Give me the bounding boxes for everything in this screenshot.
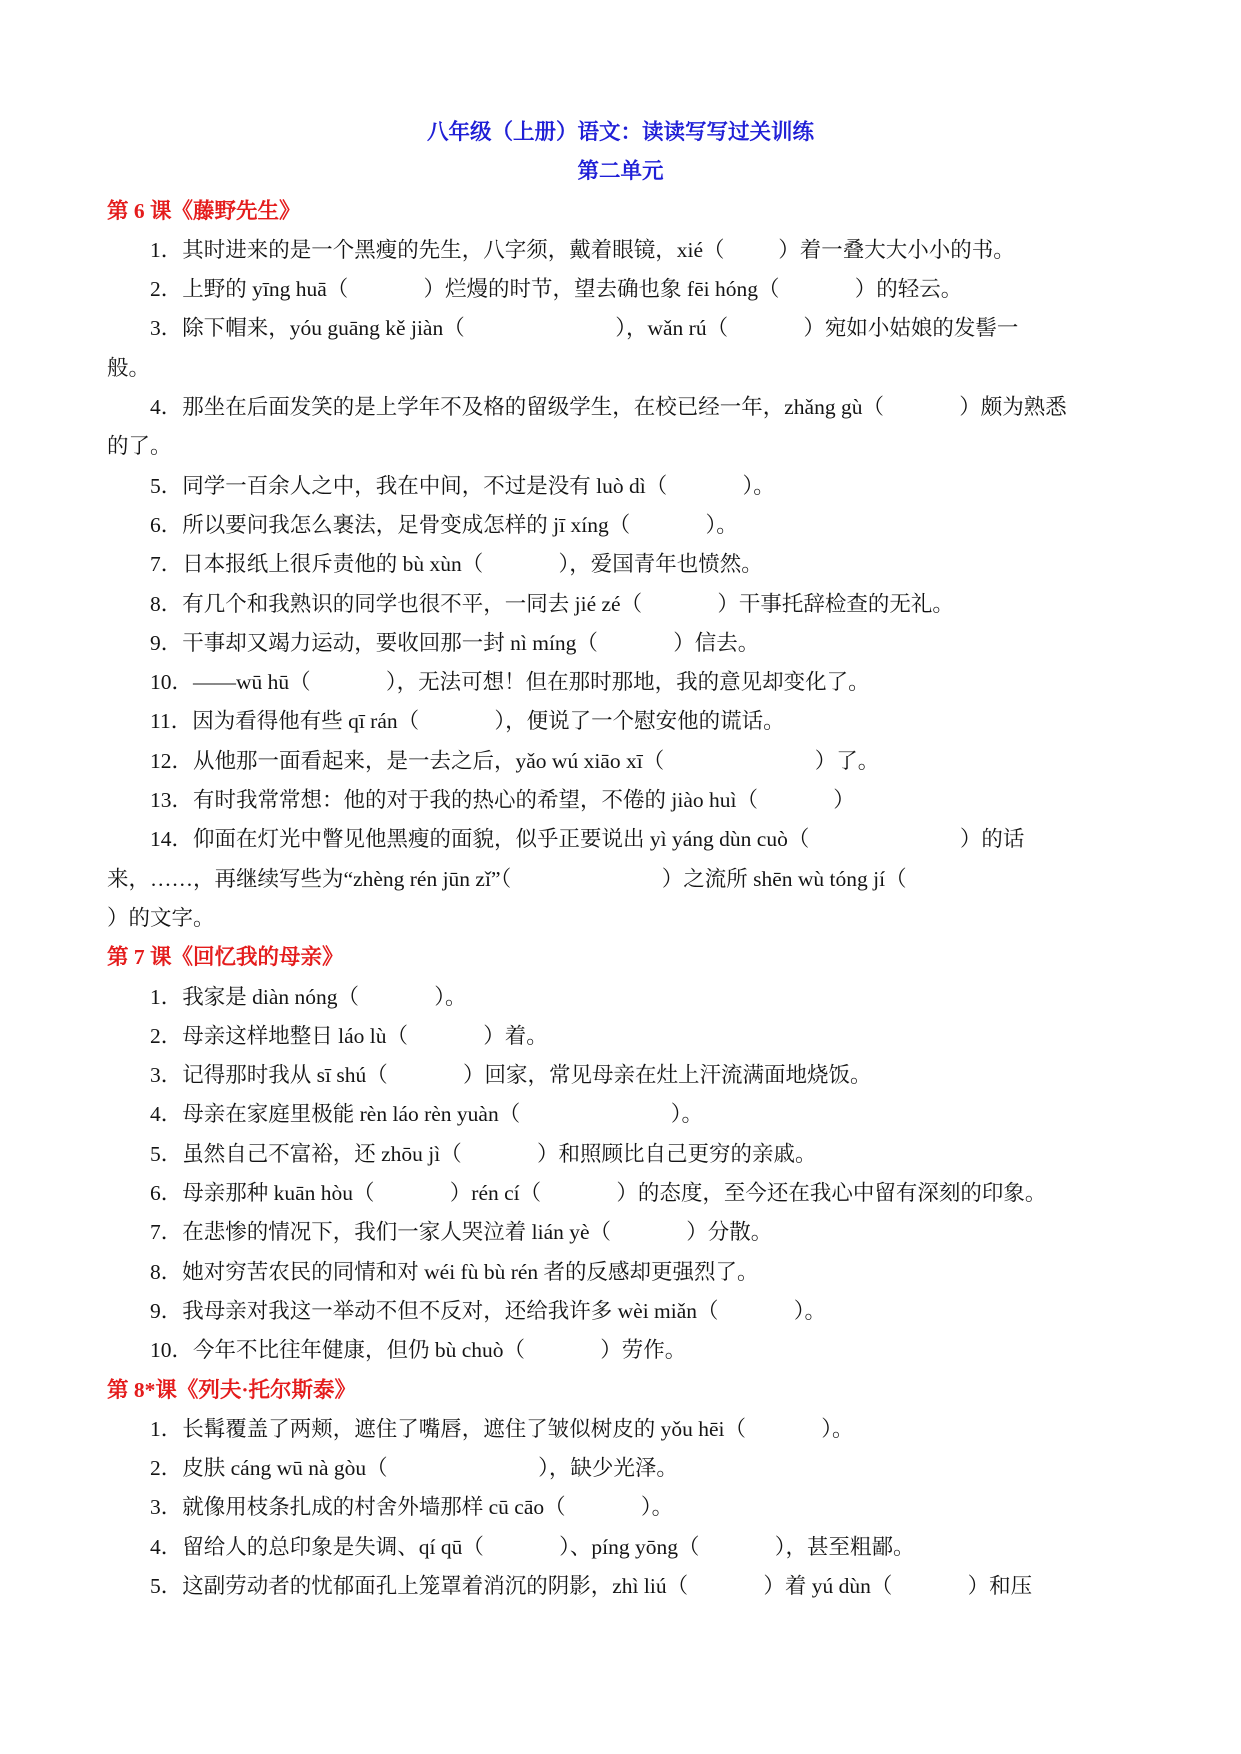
question-text: 皮肤 cáng wū nà gòu（ ），缺少光泽。 [182, 1456, 678, 1481]
question-text: 母亲那种 kuān hòu（ ）rén cí（ ）的态度，至今还在我心中留有深刻的印象。 [182, 1181, 1047, 1206]
question-line [0, 545, 1241, 584]
question-item [0, 1095, 1241, 1134]
question-number: 6． [150, 512, 183, 537]
question-line [0, 781, 1241, 820]
question-text: 这副劳动者的忧郁面孔上笼罩着消沉的阴影，zhì liú（ ）着 yú dùn（ ）和压 [182, 1573, 1033, 1598]
question-number: 2． [150, 1023, 183, 1048]
question-number: 11． [150, 709, 193, 734]
question-number: 4． [150, 1102, 183, 1127]
question-line [0, 467, 1241, 506]
question-item [0, 309, 1241, 388]
question-text: 从他那一面看起来，是一去之后，yǎo wú xiāo xī（ ）了。 [193, 748, 880, 773]
question-number: 8． [150, 591, 183, 616]
question-item [0, 1174, 1241, 1213]
question-number: 7． [150, 552, 183, 577]
question-number: 14． [150, 827, 194, 852]
question-line [0, 506, 1241, 545]
question-line [0, 1410, 1241, 1449]
question-line [0, 1253, 1241, 1292]
question-number: 10． [150, 670, 194, 695]
question-line [0, 742, 1241, 781]
question-number: 2． [150, 1456, 183, 1481]
question-line [0, 860, 1241, 899]
question-number: 5． [150, 1141, 183, 1166]
question-number: 5． [150, 1573, 183, 1598]
question-item [0, 1253, 1241, 1292]
document-title: 八年级（上册）语文：读读写写过关训练 [426, 120, 814, 144]
lesson-8-section [0, 1371, 1241, 1607]
question-line [0, 1292, 1241, 1331]
question-item [0, 1567, 1241, 1606]
question-number: 7． [150, 1220, 183, 1245]
question-text-continued: ）的文字。 [107, 905, 215, 930]
question-text-continued: 来，……，再继续写些为“zhèng rén jūn zǐ”（ ）之流所 shēn wù tóng jí（ [107, 866, 907, 891]
question-number: 8． [150, 1259, 183, 1284]
question-text: 母亲这样地整日 láo lù（ ）着。 [182, 1023, 548, 1048]
question-number: 9． [150, 630, 183, 655]
question-item [0, 1056, 1241, 1095]
question-text: 她对穷苦农民的同情和对 wéi fù bù rén 者的反感却更强烈了。 [182, 1259, 759, 1284]
lesson-heading: 第 6 课《藤野先生》 [107, 198, 301, 223]
question-item [0, 545, 1241, 584]
question-number: 9． [150, 1298, 183, 1323]
question-line [0, 820, 1241, 859]
question-text: 因为看得他有些 qī rán（ ），便说了一个慰安他的谎话。 [192, 709, 785, 734]
question-line [0, 349, 1241, 388]
question-number: 2． [150, 277, 183, 302]
question-number: 3． [150, 1063, 183, 1088]
unit-title: 第二单元 [577, 159, 664, 184]
question-line [0, 1528, 1241, 1567]
question-line [0, 624, 1241, 663]
question-line [0, 702, 1241, 741]
question-line [0, 1331, 1241, 1370]
question-text-continued: 般。 [107, 355, 151, 380]
question-item [0, 1410, 1241, 1449]
question-text: 那坐在后面发笑的是上学年不及格的留级学生，在校已经一年，zhǎng gù（ ）颇为熟悉 [182, 395, 1067, 420]
question-item [0, 663, 1241, 702]
question-text: 今年不比往年健康，但仍 bù chuò（ ）劳作。 [193, 1338, 687, 1363]
question-text: 就像用枝条扎成的村舍外墙那样 cū cāo（ ）。 [182, 1495, 674, 1520]
question-text: 在悲惨的情况下，我们一家人哭泣着 lián yè（ ）分散。 [182, 1220, 773, 1245]
question-text: 其时进来的是一个黑瘦的先生，八字须，戴着眼镜，xié（ ）着一叠大大小小的书。 [182, 237, 1015, 262]
question-line [0, 663, 1241, 702]
question-line [0, 1056, 1241, 1095]
question-item [0, 1135, 1241, 1174]
question-text: 仰面在灯光中瞥见他黑瘦的面貌，似乎正要说出 yì yáng dùn cuò（ ）的话 [193, 827, 1025, 852]
question-number: 5． [150, 473, 183, 498]
question-line [0, 309, 1241, 348]
question-item [0, 1292, 1241, 1331]
question-line [0, 585, 1241, 624]
question-item [0, 388, 1241, 467]
question-item [0, 467, 1241, 506]
question-line [0, 1488, 1241, 1527]
question-item [0, 820, 1241, 938]
question-line [0, 1213, 1241, 1252]
question-text: 同学一百余人之中，我在中间，不过是没有 luò dì（ ）。 [182, 473, 775, 498]
question-text: 记得那时我从 sī shú（ ）回家，常见母亲在灶上汗流满面地烧饭。 [182, 1063, 872, 1088]
question-line [0, 231, 1241, 270]
question-item [0, 1528, 1241, 1567]
question-text: 母亲在家庭里极能 rèn láo rèn yuàn（ ）。 [182, 1102, 703, 1127]
question-text: ——wū hū（ ），无法可想！但在那时那地，我的意见却变化了。 [193, 670, 870, 695]
question-text-continued: 的了。 [107, 434, 172, 459]
question-line [0, 1174, 1241, 1213]
question-item [0, 624, 1241, 663]
question-text: 上野的 yīng huā（ ）烂熳的时节，望去确也象 fēi hóng（ ）的轻云。 [182, 277, 963, 302]
question-text: 日本报纸上很斥责他的 bù xùn（ ），爱国青年也愤然。 [182, 552, 763, 577]
question-item [0, 1449, 1241, 1488]
question-number: 1． [150, 1416, 183, 1441]
question-line [0, 1449, 1241, 1488]
question-line [0, 1567, 1241, 1606]
question-item [0, 978, 1241, 1017]
question-item [0, 270, 1241, 309]
lesson-heading: 第 7 课《回忆我的母亲》 [107, 945, 344, 970]
question-number: 13． [150, 788, 194, 813]
question-text: 留给人的总印象是失调、qí qū（ ）、píng yōng（ ），甚至粗鄙。 [182, 1534, 915, 1559]
question-item [0, 702, 1241, 741]
question-number: 3． [150, 1495, 183, 1520]
question-line [0, 270, 1241, 309]
question-text: 长髯覆盖了两颊，遮住了嘴唇，遮住了皱似树皮的 yǒu hēi（ ）。 [182, 1416, 854, 1441]
question-number: 3． [150, 316, 183, 341]
question-number: 1． [150, 984, 183, 1009]
question-number: 1． [150, 237, 183, 262]
question-number: 12． [150, 748, 194, 773]
question-item [0, 1017, 1241, 1056]
question-text: 干事却又竭力运动，要收回那一封 nì míng（ ）信去。 [182, 630, 760, 655]
question-item [0, 1488, 1241, 1527]
question-text: 有几个和我熟识的同学也很不平，一同去 jié zé（ ）干事托辞检查的无礼。 [182, 591, 954, 616]
question-text: 我母亲对我这一举动不但不反对，还给我许多 wèi miǎn（ ）。 [182, 1298, 827, 1323]
question-line [0, 978, 1241, 1017]
question-text: 我家是 diàn nóng（ ）。 [182, 984, 467, 1009]
question-line [0, 1095, 1241, 1134]
lesson-6-section [0, 192, 1241, 939]
question-text: 所以要问我怎么裹法，足骨变成怎样的 jī xíng（ ）。 [182, 512, 738, 537]
question-line [0, 388, 1241, 427]
question-text: 虽然自己不富裕，还 zhōu jì（ ）和照顾比自己更穷的亲戚。 [182, 1141, 817, 1166]
question-text: 有时我常常想：他的对于我的热心的希望，不倦的 jiào huì（ ） [193, 788, 855, 813]
question-item [0, 506, 1241, 545]
question-number: 6． [150, 1181, 183, 1206]
question-number: 4． [150, 395, 183, 420]
question-line [0, 427, 1241, 466]
question-item [0, 781, 1241, 820]
question-text: 除下帽来，yóu guāng kě jiàn（ ），wǎn rú（ ）宛如小姑娘的发髻一 [182, 316, 1019, 341]
question-item [0, 231, 1241, 270]
question-item [0, 1213, 1241, 1252]
lesson-heading: 第 8*课《列夫·托尔斯泰》 [107, 1377, 357, 1402]
question-item [0, 585, 1241, 624]
lesson-7-section [0, 938, 1241, 1370]
question-item [0, 1331, 1241, 1370]
question-line [0, 1017, 1241, 1056]
question-line [0, 899, 1241, 938]
question-item [0, 742, 1241, 781]
question-number: 10． [150, 1338, 194, 1363]
question-number: 4． [150, 1534, 183, 1559]
question-line [0, 1135, 1241, 1174]
